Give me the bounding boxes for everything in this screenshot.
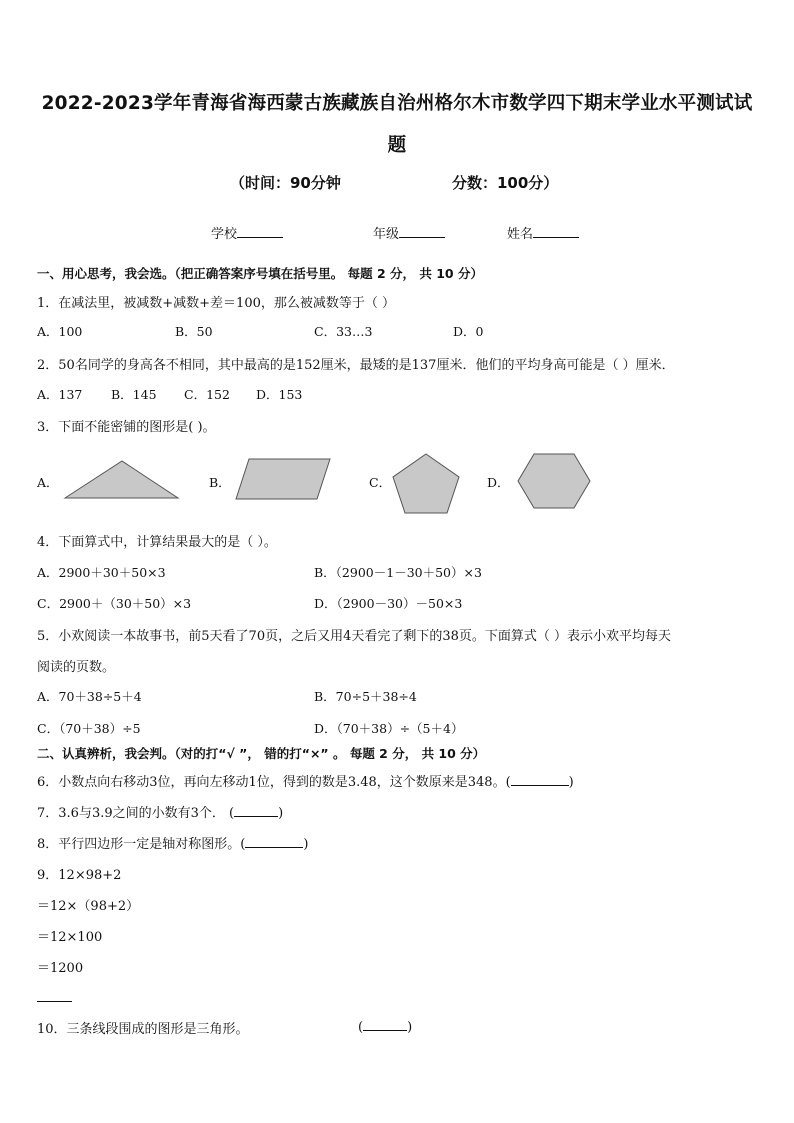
q6-answer-blank[interactable]	[511, 773, 569, 786]
grade-blank[interactable]	[399, 225, 445, 238]
school-label: 学校	[211, 227, 238, 242]
question-2: 2．50名同学的身高各不相同，其中最高的是152厘米，最矮的是137厘米．他们的平均身高可能是（ ）厘米．	[37, 358, 675, 373]
q7-paren-close: )	[278, 806, 284, 821]
q4-option-b: B．（2900－1－30＋50）×3	[314, 565, 482, 580]
school-field[interactable]	[211, 223, 283, 242]
grade-label: 年级	[373, 227, 400, 242]
q5-option-c: C．（70＋38）÷5	[37, 721, 141, 736]
exam-time: （时间：90分钟	[230, 174, 341, 192]
q2-option-b: B．145	[111, 387, 157, 402]
q3-option-c: C．	[369, 475, 392, 490]
q3-option-a: A．	[37, 475, 59, 490]
q6-paren-close: )	[568, 775, 574, 790]
q7-text: 7．3.6与3.9之间的小数有3个． (	[37, 806, 235, 821]
question-9-line-1: 9．12×98+2	[37, 868, 122, 883]
q3-option-b: B．	[209, 475, 231, 490]
school-blank[interactable]	[237, 225, 283, 238]
name-label: 姓名	[507, 227, 534, 242]
q8-text: 8．平行四边形一定是轴对称图形。(	[37, 837, 246, 852]
question-9-line-2: ＝12×（98+2）	[37, 899, 140, 914]
question-4: 4．下面算式中，计算结果最大的是（ ）。	[37, 535, 277, 550]
q1-option-d: D．0	[453, 324, 484, 339]
q9-answer-blank[interactable]	[37, 1001, 72, 1002]
section-1-heading: 一、用心思考，我会选。（把正确答案序号填在括号里。 每题 2 分， 共 10 分）	[37, 266, 483, 281]
title-line-1: 2022-2023学年青海省海西蒙古族藏族自治州格尔木市数学四下期末学业水平测试试	[41, 93, 753, 114]
q10-paren-close: )	[407, 1020, 413, 1035]
q1-option-a: A．100	[37, 324, 83, 339]
q4-option-c: C．2900＋（30＋50）×3	[37, 596, 192, 611]
q6-text: 6．小数点向右移动3位，再向左移动1位，得到的数是3.48，这个数原来是348。(	[37, 775, 511, 790]
q10-answer	[358, 1018, 412, 1035]
question-5: 5．小欢阅读一本故事书，前5天看了70页，之后又用4天看完了剩下的38页。下面算式（ ）表示小欢平均每天	[37, 629, 672, 644]
pentagon-shape	[391, 453, 461, 515]
q5-option-b: B．70÷5＋38÷4	[314, 689, 417, 704]
q1-option-b: B．50	[175, 324, 213, 339]
question-6	[37, 771, 574, 790]
question-9-line-4: ＝1200	[37, 961, 84, 976]
question-7	[37, 802, 283, 821]
q7-answer-blank[interactable]	[234, 804, 278, 817]
q2-option-a: A．137	[37, 387, 83, 402]
question-1: 1．在减法里，被减数+减数+差＝100，那么被减数等于（ ）	[37, 296, 396, 311]
parallelogram-shape	[235, 458, 331, 500]
q8-paren-close: )	[303, 837, 309, 852]
q2-option-c: C．152	[184, 387, 230, 402]
q3-option-d: D．	[487, 475, 510, 490]
q10-answer-blank[interactable]	[363, 1018, 407, 1031]
name-blank[interactable]	[533, 225, 579, 238]
q5-option-d: D．（70＋38）÷（5＋4）	[314, 721, 464, 736]
q10-paren-open: (	[358, 1020, 364, 1035]
question-10: 10．三条线段围成的图形是三角形。	[37, 1022, 249, 1037]
q2-option-d: D．153	[256, 387, 303, 402]
question-5-cont: 阅读的页数。	[37, 660, 116, 675]
section-2-heading: 二、认真辨析，我会判。（对的打“√ ”， 错的打“×” 。 每题 2 分， 共 10 分）	[37, 746, 486, 761]
question-9-line-3: ＝12×100	[37, 930, 103, 945]
question-8	[37, 833, 308, 852]
hexagon-shape	[516, 453, 592, 509]
q8-answer-blank[interactable]	[245, 835, 303, 848]
question-3: 3．下面不能密铺的图形是( )。	[37, 420, 216, 435]
exam-score: 分数：100分）	[452, 174, 559, 192]
name-field[interactable]	[507, 223, 579, 242]
grade-field[interactable]	[373, 223, 445, 242]
q4-option-d: D．（2900－30）－50×3	[314, 596, 463, 611]
triangle-shape	[64, 460, 180, 500]
q1-option-c: C．33…3	[314, 324, 373, 339]
title-line-2: 题	[387, 135, 407, 156]
q4-option-a: A．2900＋30＋50×3	[37, 565, 166, 580]
q5-option-a: A．70＋38÷5＋4	[37, 689, 142, 704]
